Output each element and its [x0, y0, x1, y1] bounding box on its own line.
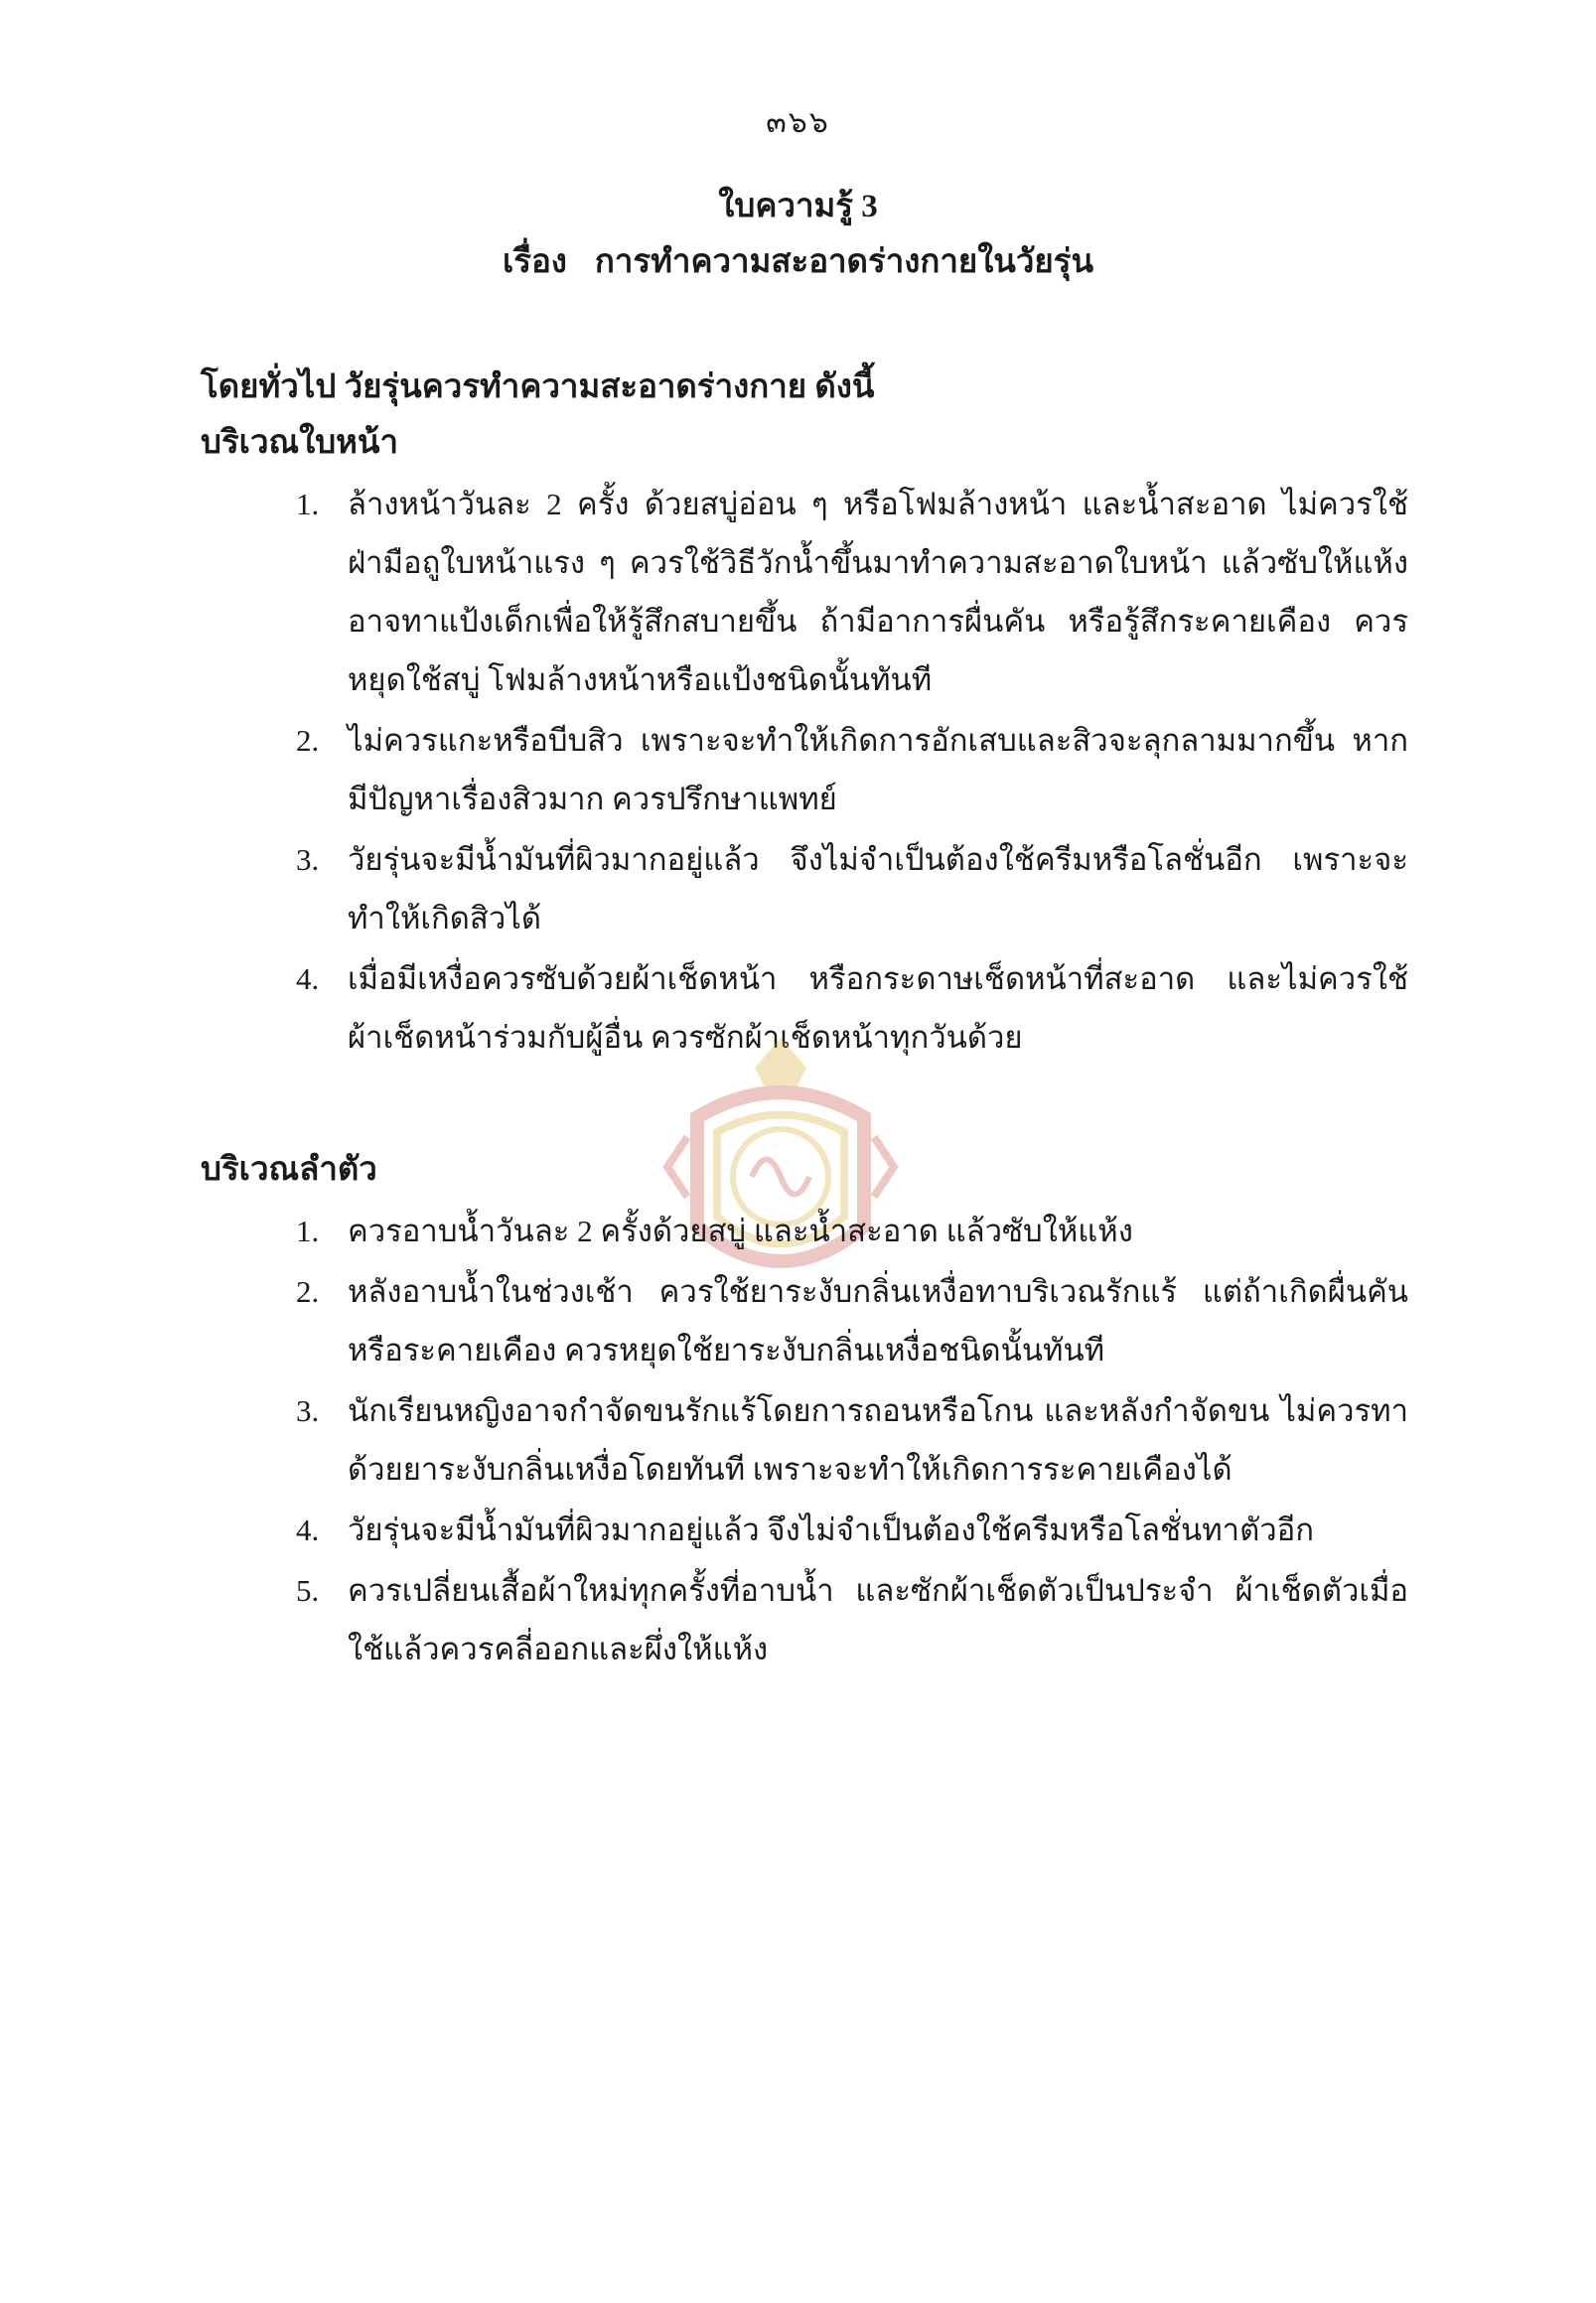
section-title-face: บริเวณใบหน้า — [201, 425, 398, 461]
item-number: 5. — [296, 1573, 320, 1608]
list-item — [296, 1262, 1408, 1379]
item-text: ไม่ควรแกะหรือบีบสิว เพราะจะทำให้เกิดการอักเสบและสิวจะลุกลามมากขึ้น หากมีปัญหาเรื่องสิวมาก ควรปรึกษาแพทย์ — [348, 723, 1408, 816]
list-item — [296, 711, 1408, 828]
item-number: 1. — [296, 1214, 320, 1248]
list-item — [296, 830, 1408, 947]
item-number: 4. — [296, 1512, 320, 1547]
item-text: เมื่อมีเหงื่อควรซับด้วยผ้าเช็ดหน้า หรือกระดาษเช็ดหน้าที่สะอาด และไม่ควรใช้ผ้าเช็ดหน้าร่วมกับผู้อื่น ควรซักผ้าเช็ดหน้าทุกวันด้วย — [348, 961, 1408, 1055]
item-number: 2. — [296, 723, 320, 758]
subject-label: เรื่อง — [502, 244, 567, 280]
body-list — [296, 1202, 1408, 1680]
item-text: นักเรียนหญิงอาจกำจัดขนรักแร้โดยการถอนหรือโกน และหลังกำจัดขน ไม่ควรทาด้วยยาระงับกลิ่นเหงื่อโดยทันที เพราะจะทำให้เกิดการระคายเคืองได้ — [348, 1393, 1408, 1487]
list-item — [296, 475, 1408, 709]
list-item — [296, 1501, 1408, 1559]
item-text: ล้างหน้าวันละ 2 ครั้ง ด้วยสบู่อ่อน ๆ หรือโฟมล้างหน้า และน้ำสะอาด ไม่ควรใช้ฝ่ามือถูใบหน้าแรง ๆ ควรใช้วิธีวักน้ำขึ้นมาทำความสะอาดใบหน้า แล้วซับให้แห้ง อาจทาแป้งเด็กเพื่อให้รู้สึกสบายขึ้น ถ้ามีอาการผื่นคัน หรือรู้สึกระคายเคือง ควรหยุดใช้สบู่ โฟมล้างหน้าหรือแป้งชนิดนั้นทันที — [348, 487, 1408, 697]
item-number: 4. — [296, 961, 320, 996]
list-item — [296, 1561, 1408, 1678]
subject-text: การทำความสะอาดร่างกายในวัยรุ่น — [594, 244, 1094, 280]
item-text: ควรอาบน้ำวันละ 2 ครั้งด้วยสบู่ และน้ำสะอาด แล้วซับให้แห้ง — [348, 1214, 1133, 1248]
list-item — [296, 949, 1408, 1067]
item-text: วัยรุ่นจะมีน้ำมันที่ผิวมากอยู่แล้ว จึงไม่จำเป็นต้องใช้ครีมหรือโลชั่นทาตัวอีก — [348, 1512, 1315, 1547]
list-item — [296, 1381, 1408, 1499]
item-number: 3. — [296, 1393, 320, 1428]
document-subject — [0, 234, 1596, 290]
title-block — [0, 179, 1596, 290]
face-list — [296, 475, 1408, 1069]
section-title-body: บริเวณลำตัว — [201, 1152, 377, 1188]
document-title: ใบความรู้ 3 — [718, 189, 878, 224]
item-number: 2. — [296, 1274, 320, 1309]
intro-text: โดยทั่วไป วัยรุ่นควรทำความสะอาดร่างกาย ดังนี้ — [201, 369, 875, 405]
page-number: ๓๖๖ — [766, 106, 830, 139]
item-text: วัยรุ่นจะมีน้ำมันที่ผิวมากอยู่แล้ว จึงไม่จำเป็นต้องใช้ครีมหรือโลชั่นอีก เพราะจะทำให้เกิดสิวได้ — [348, 842, 1408, 936]
item-text: ควรเปลี่ยนเสื้อผ้าใหม่ทุกครั้งที่อาบน้ำ และซักผ้าเช็ดตัวเป็นประจำ ผ้าเช็ดตัวเมื่อใช้แล้วควรคลี่ออกและผึ่งให้แห้ง — [348, 1573, 1408, 1666]
item-text: หลังอาบน้ำในช่วงเช้า ควรใช้ยาระงับกลิ่นเหงื่อทาบริเวณรักแร้ แต่ถ้าเกิดผื่นคันหรือระคายเคือง ควรหยุดใช้ยาระงับกลิ่นเหงื่อชนิดนั้นทันที — [348, 1274, 1408, 1367]
item-number: 1. — [296, 487, 320, 521]
item-number: 3. — [296, 842, 320, 877]
list-item — [296, 1202, 1408, 1260]
